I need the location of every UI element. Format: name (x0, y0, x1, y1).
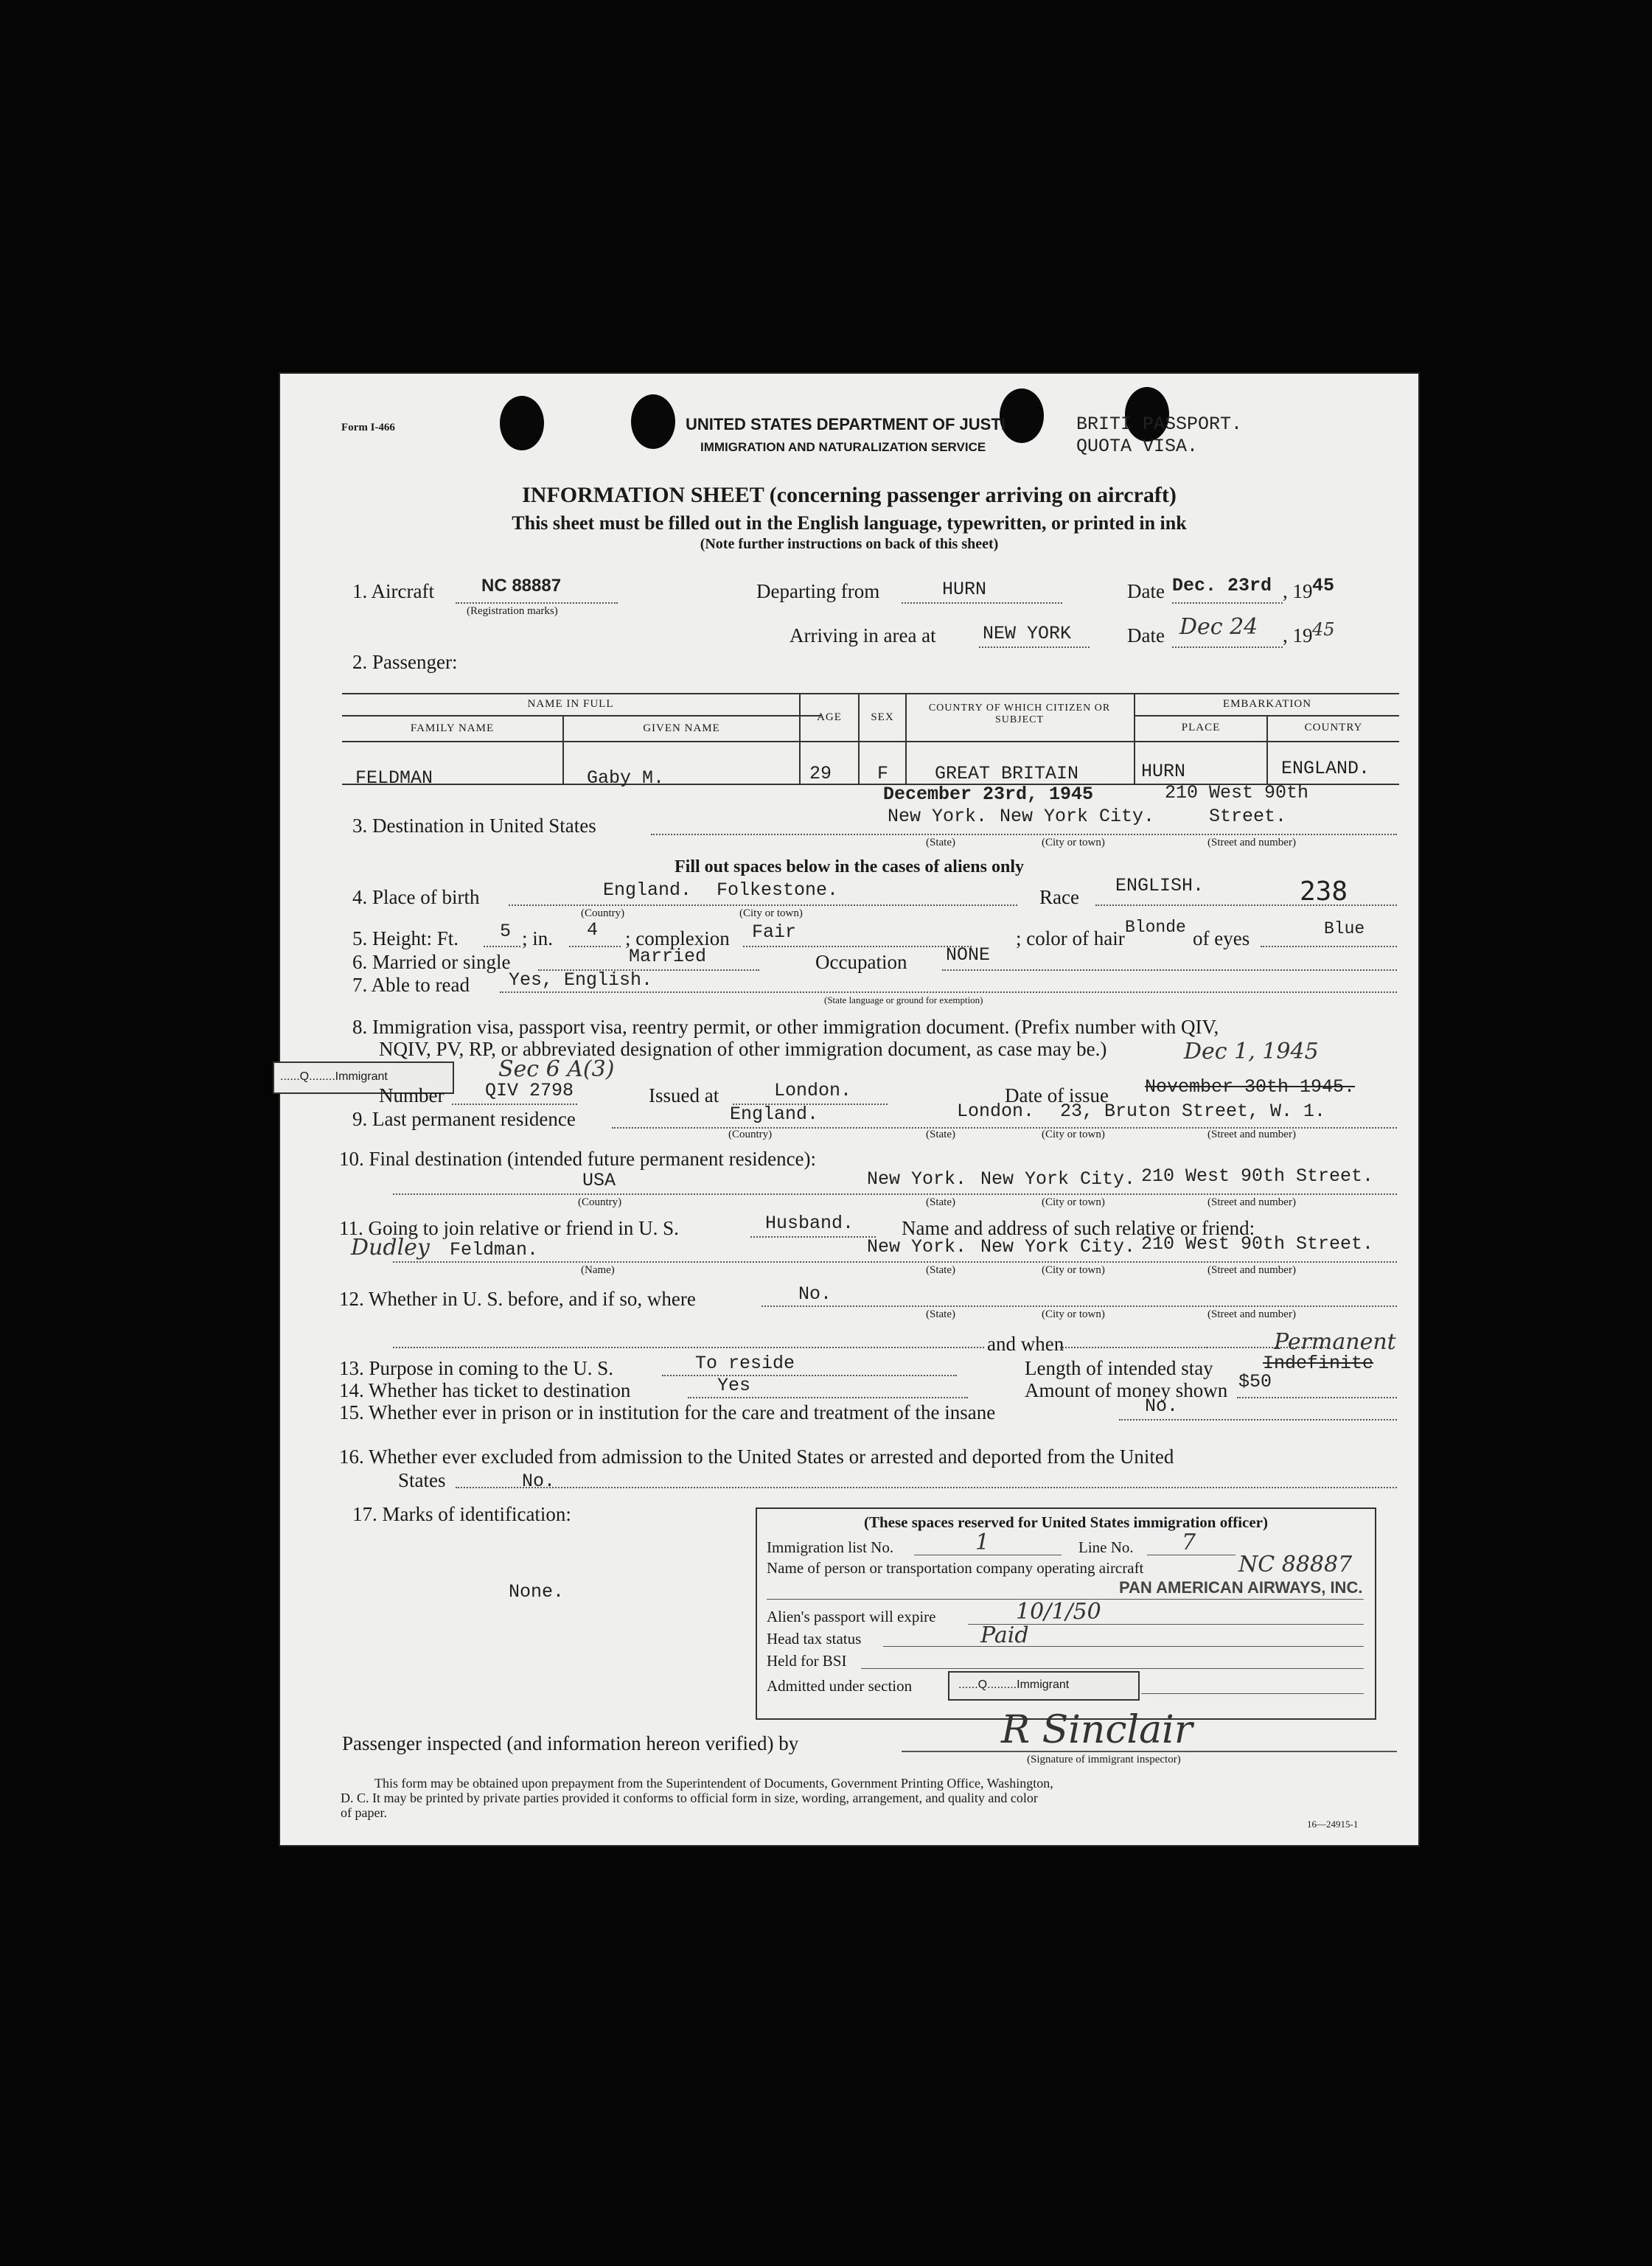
hair-color: Blonde (1125, 918, 1186, 937)
embarkation-place: HURN (1141, 761, 1186, 782)
passenger-family-name: FELDMAN (355, 767, 433, 789)
birth-city: Folkestone. (717, 879, 839, 901)
line-number-label: Line No. (1078, 1538, 1134, 1556)
doc-number-label: Number (379, 1084, 445, 1106)
officer-section-header: (These spaces reserved for United States immigration officer) (863, 1513, 1268, 1531)
prison-label: 15. Whether ever in prison or in institution for the care and treatment of the insane (339, 1401, 996, 1423)
state-caption: (State) (926, 837, 955, 848)
table-header-emb-country: COUNTRY (1304, 722, 1363, 733)
birthplace-label: 4. Place of birth (352, 886, 480, 908)
departing-label: Departing from (756, 580, 880, 602)
final-destination-street: 210 West 90th Street. (1141, 1165, 1374, 1187)
relative-label: 11. Going to join relative or friend in U. S. (339, 1217, 679, 1239)
stay-label: Length of intended stay (1025, 1357, 1213, 1379)
destination-street-line1: 210 West 90th (1165, 782, 1309, 803)
aircraft-value: NC 88887 (481, 576, 562, 596)
literacy-label: 7. Able to read (352, 974, 470, 996)
footer-line2: D. C. It may be printed by private parties provided it conforms to official form in size, wording, arrangement, and quality and color (341, 1791, 1038, 1805)
operator-name: PAN AMERICAN AIRWAYS, INC. (1119, 1578, 1363, 1597)
name-caption: (Name) (581, 1264, 615, 1276)
residence-street: 23, Bruton Street, W. 1. (1060, 1101, 1326, 1122)
arrival-year-prefix: , 19 (1283, 624, 1313, 646)
literacy-value: Yes, English. (509, 969, 653, 991)
ticket-label: 14. Whether has ticket to destination (339, 1379, 631, 1401)
page-subtitle: This sheet must be filled out in the English language, typewritten, or printed in ink (512, 512, 1187, 534)
table-header-place: PLACE (1181, 722, 1221, 733)
height-inches: 4 (587, 919, 599, 941)
departure-date: Dec. 23rd (1172, 575, 1272, 596)
residence-city: London. (957, 1101, 1035, 1122)
table-header-name: NAME IN FULL (527, 698, 614, 710)
purpose-label: 13. Purpose in coming to the U. S. (339, 1357, 613, 1379)
table-header-embarkation: EMBARKATION (1222, 698, 1312, 710)
final-destination-country: USA (582, 1170, 616, 1191)
relative-city: New York City. (980, 1236, 1136, 1258)
height-feet: 5 (500, 921, 512, 942)
identification-value: None. (509, 1581, 565, 1603)
street-caption: (Street and number) (1207, 1264, 1296, 1276)
state-caption: (State) (926, 1196, 955, 1208)
immigration-list-label: Immigration list No. (767, 1538, 894, 1556)
state-caption: (State) (926, 1308, 955, 1320)
form-code: 16—24915-1 (1307, 1819, 1359, 1830)
table-header-sex: SEX (871, 711, 894, 723)
city-caption: (City or town) (1042, 1129, 1105, 1140)
marital-status: Married (629, 946, 707, 967)
city-caption: (City or town) (1042, 1196, 1105, 1208)
city-caption: (City or town) (739, 907, 803, 919)
departure-year: 45 (1312, 575, 1335, 596)
excluded-line2: States (398, 1469, 446, 1491)
marital-status-label: 6. Married or single (352, 951, 511, 973)
state-caption: (State) (926, 1264, 955, 1276)
operator-label: Name of person or transportation company operating aircraft (767, 1559, 1144, 1577)
residence-country: England. (730, 1104, 819, 1125)
excluded-line1: 16. Whether ever excluded from admission to the United States or arrested and deported from the United (339, 1446, 1174, 1468)
head-tax-status: Paid (980, 1622, 1029, 1648)
complexion-label: ; complexion (625, 927, 730, 949)
excluded-value: No. (522, 1471, 556, 1492)
eye-color: Blue (1324, 919, 1365, 938)
previous-visit: No. (798, 1283, 832, 1305)
punch-hole (631, 394, 675, 449)
street-caption: (Street and number) (1207, 1196, 1296, 1208)
stay-value: Indefinite (1263, 1353, 1374, 1374)
passenger-label: 2. Passenger: (352, 651, 458, 673)
bsi-label: Held for BSI (767, 1652, 847, 1670)
information-sheet (279, 372, 1420, 1847)
relative-state: New York. (867, 1236, 967, 1258)
relative-name-label: Name and address of such relative or friend: (902, 1217, 1255, 1239)
relative-relation: Husband. (765, 1213, 854, 1234)
final-destination-city: New York City. (980, 1168, 1136, 1190)
state-caption: (State) (926, 1129, 955, 1140)
registration-caption: (Registration marks) (467, 605, 558, 617)
complexion-value: Fair (752, 921, 797, 943)
passport-stamp-line2: QUOTA VISA. (1076, 436, 1199, 457)
final-destination-label: 10. Final destination (intended future permanent residence): (339, 1148, 817, 1170)
money-label: Amount of money shown (1025, 1379, 1228, 1401)
height-inches-label: ; in. (522, 927, 554, 949)
departure-year-prefix: , 19 (1283, 580, 1313, 602)
ticket-value: Yes (717, 1375, 751, 1396)
admitted-stamp-text: ......Q.........Immigrant (958, 1678, 1070, 1691)
admitted-stamp (948, 1671, 1140, 1701)
arriving-value: NEW YORK (983, 623, 1072, 644)
last-residence-label: 9. Last permanent residence (352, 1108, 576, 1130)
money-value: $50 (1238, 1371, 1272, 1392)
relative-street: 210 West 90th Street. (1141, 1233, 1374, 1255)
country-caption: (Country) (581, 907, 625, 919)
city-caption: (City or town) (1042, 837, 1105, 848)
race-code: 238 (1300, 876, 1348, 907)
arriving-label: Arriving in area at (790, 624, 936, 646)
literacy-caption: (State language or ground for exemption) (824, 994, 983, 1005)
footer-line1: This form may be obtained upon prepayment from the Superintendent of Documents, Government Printing Office, Washington, (374, 1776, 1053, 1791)
city-caption: (City or town) (1042, 1308, 1105, 1320)
height-label: 5. Height: Ft. (352, 927, 459, 949)
page-note: (Note further instructions on back of this sheet) (700, 536, 999, 552)
passenger-citizenship: GREAT BRITAIN (935, 763, 1079, 784)
arrival-date: Dec 24 (1179, 614, 1258, 640)
table-header-country: COUNTRY OF WHICH CITIZEN OR SUBJECT (928, 703, 1111, 725)
final-destination-state: New York. (867, 1168, 967, 1190)
table-header-family: FAMILY NAME (410, 722, 495, 734)
departure-date-label: Date (1127, 580, 1165, 602)
previous-visit-label: 12. Whether in U. S. before, and if so, where (339, 1288, 696, 1310)
occupation-label: Occupation (815, 951, 907, 973)
city-caption: (City or town) (1042, 1264, 1105, 1276)
stay-handwritten: Permanent (1274, 1329, 1396, 1355)
destination-state: New York. (888, 806, 988, 827)
passport-expiry: 10/1/50 (1016, 1599, 1101, 1625)
doc-number: QIV 2798 (485, 1080, 574, 1101)
street-caption: (Street and number) (1207, 1129, 1296, 1140)
footer-line3: of paper. (341, 1805, 387, 1820)
service-name: IMMIGRATION AND NATURALIZATION SERVICE (700, 440, 986, 454)
destination-street-line2: Street. (1209, 806, 1287, 827)
passport-stamp-line1: BRITI PASSPORT. (1076, 414, 1243, 435)
table-header-given: GIVEN NAME (643, 722, 720, 734)
purpose-value: To reside (695, 1353, 795, 1374)
occupation-value: NONE (946, 944, 991, 966)
issue-date-handwritten: Dec 1, 1945 (1184, 1039, 1319, 1064)
issued-at: London. (774, 1080, 852, 1101)
embarkation-country: ENGLAND. (1281, 758, 1370, 779)
and-when-label: and when (984, 1333, 1067, 1356)
date-stamp: December 23rd, 1945 (883, 784, 1094, 805)
street-caption: (Street and number) (1207, 837, 1296, 848)
immigration-list-number: 1 (975, 1530, 990, 1555)
race-value: ENGLISH. (1115, 875, 1205, 896)
issued-at-label: Issued at (649, 1084, 719, 1106)
inspected-by-label: Passenger inspected (and information hereon verified) by (342, 1732, 799, 1754)
relative-last-name: Feldman. (450, 1239, 539, 1261)
immigration-doc-line1: 8. Immigration visa, passport visa, reentry permit, or other immigration document. (Prefix number with QIV, (352, 1016, 1219, 1038)
immigration-doc-line2: NQIV, PV, RP, or abbreviated designation of other immigration document, as case may be.) (379, 1038, 1107, 1060)
destination-city: New York City. (1000, 806, 1155, 827)
passenger-given-name: Gaby M. (587, 767, 665, 789)
birth-country: England. (603, 879, 692, 901)
department-name: UNITED STATES DEPARTMENT OF JUSTI (686, 415, 1006, 433)
eye-color-label: of eyes (1193, 927, 1250, 949)
hair-color-label: ; color of hair (1016, 927, 1125, 949)
section-handnote: Sec 6 A(3) (498, 1056, 615, 1082)
street-caption: (Street and number) (1207, 1308, 1296, 1320)
punch-hole (500, 396, 544, 450)
admitted-under-label: Admitted under section (767, 1677, 913, 1695)
departing-value: HURN (942, 579, 987, 600)
inspector-signature: R Sinclair (1001, 1708, 1193, 1752)
issue-date: November 30th 1945. (1145, 1076, 1356, 1098)
passenger-sex: F (877, 763, 889, 784)
identification-label: 17. Marks of identification: (352, 1503, 571, 1525)
line-number: 7 (1182, 1530, 1196, 1555)
operator-handwritten: NC 88887 (1238, 1552, 1353, 1578)
form-number: Form I-466 (341, 422, 395, 433)
race-label: Race (1039, 886, 1079, 908)
issue-date-label: Date of issue (1005, 1084, 1109, 1106)
aliens-only-header: Fill out spaces below in the cases of aliens only (674, 857, 1024, 876)
destination-label: 3. Destination in United States (352, 815, 596, 837)
country-caption: (Country) (728, 1129, 773, 1140)
page-title: INFORMATION SHEET (concerning passenger arriving on aircraft) (522, 483, 1177, 507)
aircraft-label: 1. Aircraft (352, 580, 434, 602)
punch-hole (1000, 388, 1044, 443)
country-caption: (Country) (578, 1196, 622, 1208)
passenger-age: 29 (809, 763, 832, 784)
arrival-date-label: Date (1127, 624, 1165, 646)
passport-expiry-label: Alien's passport will expire (767, 1608, 936, 1625)
head-tax-label: Head tax status (767, 1630, 862, 1648)
prison-value: No. (1145, 1395, 1179, 1417)
immigrant-class-stamp-text: ......Q........Immigrant (280, 1070, 388, 1083)
arrival-year: 45 (1312, 619, 1335, 640)
relative-first-name: Dudley (351, 1235, 430, 1261)
table-header-age: AGE (817, 711, 842, 723)
signature-caption: (Signature of immigrant inspector) (1027, 1754, 1181, 1765)
